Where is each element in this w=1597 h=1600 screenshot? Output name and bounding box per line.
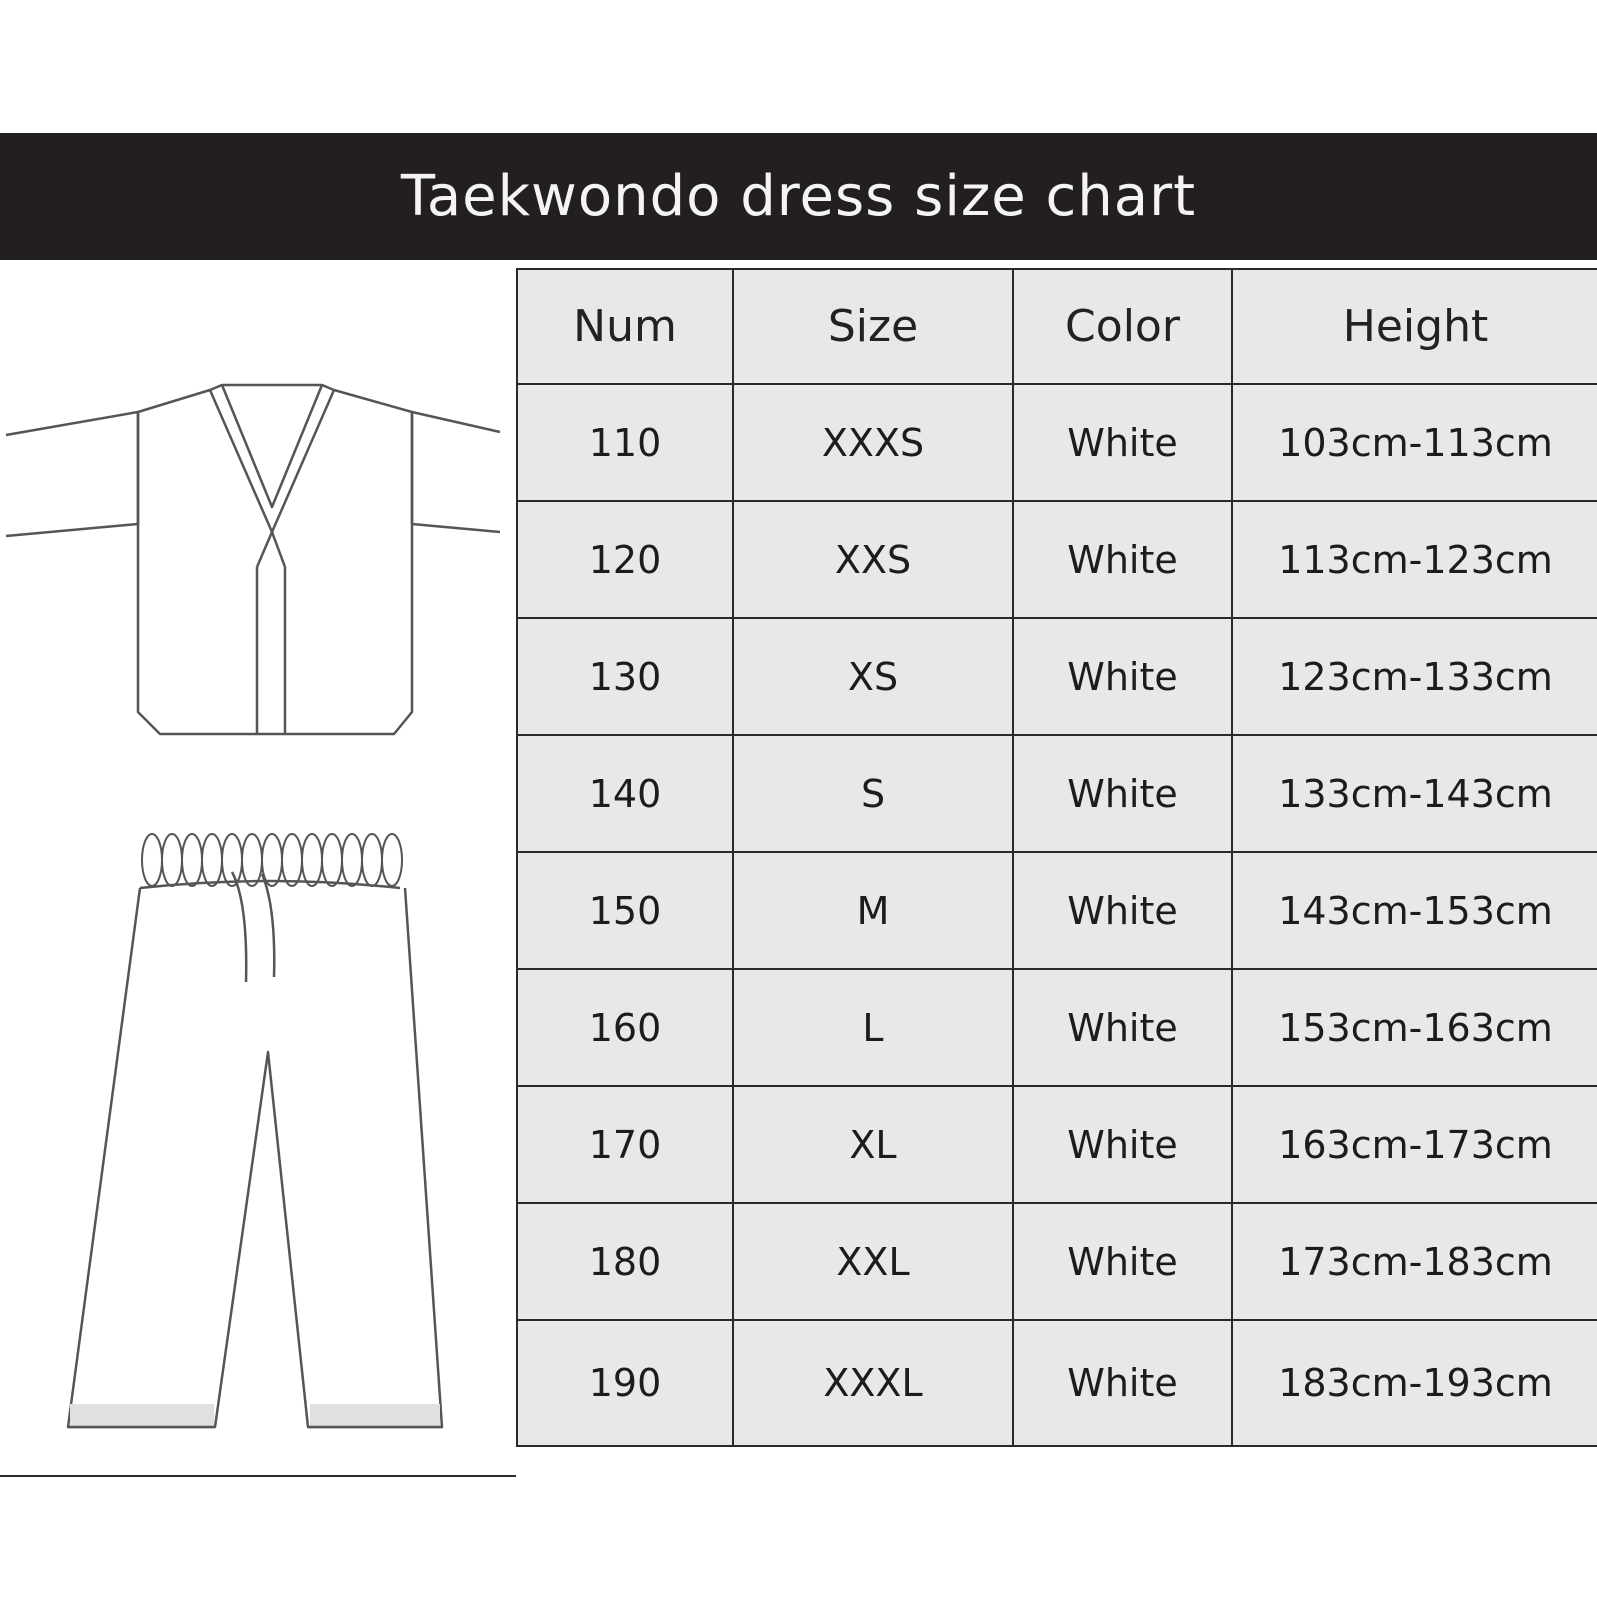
table-row <box>517 1320 1597 1446</box>
header-num: Num <box>517 269 733 384</box>
header-color: Color <box>1013 269 1232 384</box>
cell-color: White <box>1013 1203 1232 1320</box>
cell-height: 133cm-143cm <box>1232 735 1597 852</box>
jacket-icon <box>6 385 500 734</box>
cell-num: 140 <box>517 735 733 852</box>
pants-icon <box>68 834 442 1427</box>
cell-color: White <box>1013 501 1232 618</box>
cell-num: 110 <box>517 384 733 501</box>
cell-height: 113cm-123cm <box>1232 501 1597 618</box>
cell-color: White <box>1013 969 1232 1086</box>
cell-height: 123cm-133cm <box>1232 618 1597 735</box>
cell-size: S <box>733 735 1013 852</box>
table-row <box>517 735 1597 852</box>
cell-size: M <box>733 852 1013 969</box>
header-size: Size <box>733 269 1013 384</box>
cell-color: White <box>1013 384 1232 501</box>
cell-height: 183cm-193cm <box>1232 1320 1597 1446</box>
cell-num: 120 <box>517 501 733 618</box>
cell-size: XXS <box>733 501 1013 618</box>
cell-height: 143cm-153cm <box>1232 852 1597 969</box>
cell-size: L <box>733 969 1013 1086</box>
cell-num: 170 <box>517 1086 733 1203</box>
cell-color: White <box>1013 735 1232 852</box>
bottom-divider <box>0 1475 516 1477</box>
cell-height: 153cm-163cm <box>1232 969 1597 1086</box>
cell-color: White <box>1013 1086 1232 1203</box>
table-row <box>517 384 1597 501</box>
table-row <box>517 501 1597 618</box>
cell-height: 103cm-113cm <box>1232 384 1597 501</box>
table-header-row <box>517 269 1597 384</box>
table-row <box>517 618 1597 735</box>
cell-size: XL <box>733 1086 1013 1203</box>
cell-color: White <box>1013 852 1232 969</box>
cell-height: 173cm-183cm <box>1232 1203 1597 1320</box>
table-row <box>517 852 1597 969</box>
uniform-illustration <box>0 262 515 1477</box>
cell-num: 160 <box>517 969 733 1086</box>
cell-num: 130 <box>517 618 733 735</box>
cell-num: 190 <box>517 1320 733 1446</box>
cell-size: XXL <box>733 1203 1013 1320</box>
table-row <box>517 1086 1597 1203</box>
table-row <box>517 1203 1597 1320</box>
chart-title: Taekwondo dress size chart <box>400 164 1197 229</box>
cell-color: White <box>1013 618 1232 735</box>
table-row <box>517 969 1597 1086</box>
title-bar <box>0 133 1597 260</box>
cell-num: 150 <box>517 852 733 969</box>
size-table <box>516 268 1597 1447</box>
header-height: Height <box>1232 269 1597 384</box>
cell-size: XXXS <box>733 384 1013 501</box>
cell-size: XS <box>733 618 1013 735</box>
cell-num: 180 <box>517 1203 733 1320</box>
cell-color: White <box>1013 1320 1232 1446</box>
cell-height: 163cm-173cm <box>1232 1086 1597 1203</box>
cell-size: XXXL <box>733 1320 1013 1446</box>
